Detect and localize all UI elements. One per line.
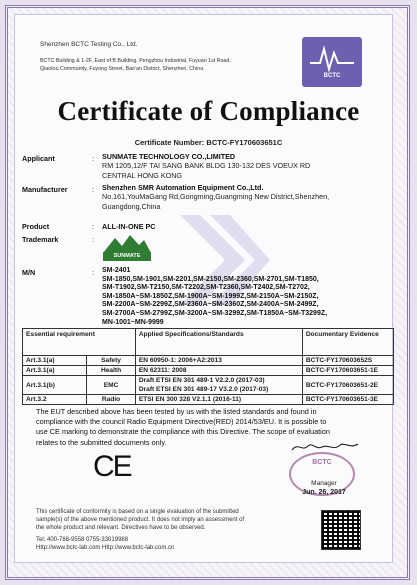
header-essential-requirement: Essential requirement: [23, 329, 136, 356]
compliance-statement: The EUT described above has been tested by us with the listed standards and found in compliance with the council Radio Equipment Directive(RED) 2014/53/EU. It is possible to use CE marking to demonstrate the compliance with this Directive. The scope of evaluation relates to the submitted documents only.: [36, 407, 330, 447]
trademark-logo-text: SUNMATE: [103, 252, 151, 261]
sunmate-mountain-icon: [103, 234, 151, 253]
standards-table: [22, 328, 394, 405]
manufacturer-info: Shenzhen SMR Automation Equipment Co.,Ltd. No.161,YouMaGang Rd,Gongming,Guangming New District,Shenzhen, Guangdong,China: [102, 183, 330, 211]
table-row: Art.3.2 Radio ETSI EN 300 328 V2.1.1 (2016-11) BCTC-FY170603651-3E: [23, 395, 394, 405]
issuer-name: Shenzhen BCTC Testing Co., Ltd.: [40, 41, 138, 48]
applicant-info: SUNMATE TECHNOLOGY CO.,LIMITED RM 1205,12/F TAI SANG BANK BLDG 130-132 DES VOEUX RD CENTRAL HONG KONG: [102, 152, 311, 180]
product-value: ALL-IN-ONE PC: [102, 222, 156, 231]
contact-info: Tel: 400-788-9558 0755-33019988 Http://www.bctc-lab.com Http://www.bctc-lab.com.cn: [36, 537, 175, 551]
page-title: Certificate of Compliance: [57, 96, 360, 126]
trademark-label: Trademark: [22, 235, 59, 244]
bctc-logo: [302, 37, 362, 87]
colon: :: [92, 154, 94, 163]
applicant-label: Applicant: [22, 154, 55, 163]
qr-code-icon: [321, 510, 361, 550]
table-row: Art.3.1(b) EMC Draft ETSI EN 301 489-1 V2.2.0 (2017-03) Draft ETSI EN 301 489-17 V3.2.0 (2017-03) BCTC-FY170603651-2E: [23, 376, 394, 395]
colon: :: [92, 268, 94, 277]
model-number-list: SM-2401 SM-1850,SM-1901,SM-2201,SM-2150,SM-2360,SM-2701,SM-T1850, SM-T1902,SM-T2150,SM-T2202,SM-T2360,SM-T2402,SM-T2702, SM-1850A~SM-1850Z,SM-1900A~SM-1999Z,SM-2150A~SM-2150Z, SM-2200A~SM-2299Z,SM-2360A~SM-2360Z,SM-2400A~SM-2499Z, SM-2700A~SM-2799Z,SM-3200A~SM-3299Z,SM-T1850A~SM-T3299Z, MN-1001~MN-9999: [102, 267, 328, 326]
product-label: Product: [22, 222, 50, 231]
table-row: Art.3.1(a) Safety EN 60950-1: 2006+A2:2013 BCTC-FY170603652S: [23, 356, 394, 366]
manufacturer-label: Manufacturer: [22, 185, 68, 194]
colon: :: [92, 222, 94, 231]
colon: :: [92, 235, 94, 244]
certificate-number: Certificate Number: BCTC-FY170603651C: [134, 138, 283, 147]
colon: :: [92, 185, 94, 194]
header-applied-standards: Applied Specifications/Standards: [135, 329, 302, 356]
logo-wave-icon: [302, 37, 362, 77]
footnote: This certificate of conformity is based on a single evaluation of the submitted sample(s) of the above mentioned product. It does not imply an assessment of the whole product and relevant. Directives have to be observed.: [36, 509, 245, 531]
issue-date: Jun. 26, 2017: [302, 489, 346, 496]
bctc-logo-text: BCTC: [323, 73, 341, 79]
company-stamp: BCTC: [289, 452, 355, 496]
mn-label: M/N: [22, 268, 36, 277]
ce-mark: CE: [93, 450, 131, 483]
table-row: Art.3.1(a) Health EN 62311: 2008 BCTC-FY170603651-1E: [23, 366, 394, 376]
header-documentary-evidence: Documentary Evidence: [302, 329, 393, 356]
issuer-address: BCTC Building & 1-2F, East of B Building, Pengzhou Industrial, Fuyuan 1st Road, Qiaotou Community, Fuyong Street, Bao'an District, Shenzhen, China: [40, 58, 231, 72]
manager-title: Manager: [311, 480, 337, 487]
table-header-row: [23, 329, 394, 356]
